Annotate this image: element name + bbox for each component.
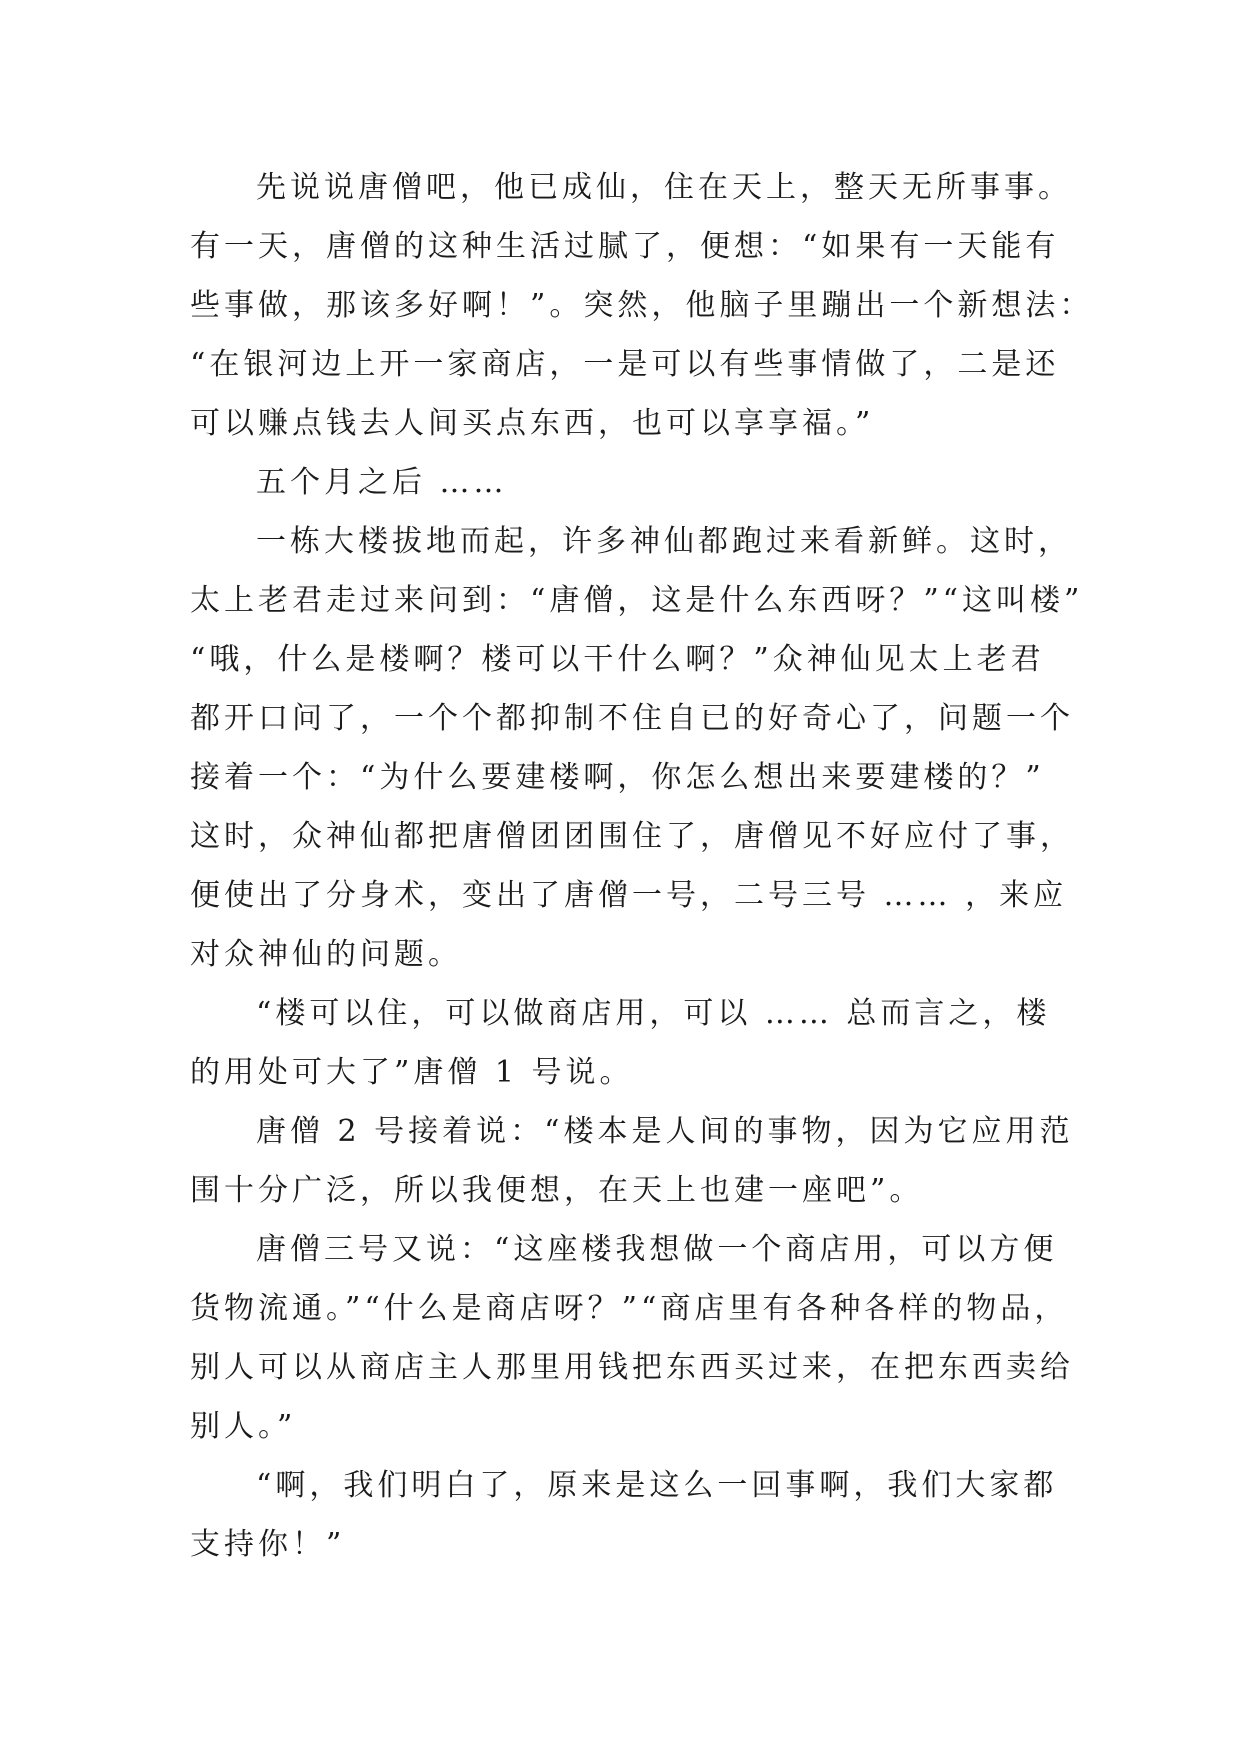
text-line: 货物流通。”“什么是商店呀？”“商店里有各种各样的物品， [190,1291,1069,1326]
text-line: “楼可以住，可以做商店用，可以 …… 总而言之，楼 [256,996,1051,1031]
story-text [190,158,1094,1574]
text-line: 唐僧 2 号接着说：“楼本是人间的事物，因为它应用范 [256,1114,1074,1149]
text-line: 的用处可大了”唐僧 1 号说。 [190,1055,634,1090]
text-line: 别人可以从商店主人那里用钱把东西买过来，在把东西卖给 [190,1350,1074,1385]
text-line: 些事做，那该多好啊！”。突然，他脑子里蹦出一个新想法： [190,288,1094,323]
text-line: 对众神仙的问题。 [190,937,462,972]
text-line: 太上老君走过来问到：“唐僧，这是什么东西呀？”“这叫楼” [190,583,1084,618]
text-line: 有一天，唐僧的这种生活过腻了，便想：“如果有一天能有 [190,229,1060,264]
text-line: 先说说唐僧吧，他已成仙，住在天上，整天无所事事。 [256,170,1072,205]
text-line: 可以赚点钱去人间买点东西，也可以享享福。” [190,406,875,441]
text-line: 便使出了分身术，变出了唐僧一号，二号三号 …… ，来应 [190,878,1068,913]
text-line: “啊，我们明白了，原来是这么一回事啊，我们大家都 [256,1468,1058,1503]
text-line: “哦，什么是楼啊？楼可以干什么啊？”众神仙见太上老君 [190,642,1045,677]
text-line: 接着一个：“为什么要建楼啊，你怎么想出来要建楼的？” [190,760,1045,795]
text-line: 唐僧三号又说：“这座楼我想做一个商店用，可以方便 [256,1232,1058,1267]
text-line: 支持你！” [190,1527,346,1562]
text-line: 别人。” [190,1409,297,1444]
text-line: 五个月之后 …… [256,465,508,500]
text-line: “在银河边上开一家商店，一是可以有些事情做了，二是还 [190,347,1060,382]
text-line: 都开口问了，一个个都抑制不住自已的好奇心了，问题一个 [190,701,1074,736]
text-line: 这时，众神仙都把唐僧团团围住了，唐僧见不好应付了事， [190,819,1074,854]
text-line: 一栋大楼拔地而起，许多神仙都跑过来看新鲜。这时， [256,524,1072,559]
text-line: 围十分广泛，所以我便想，在天上也建一座吧”。 [190,1173,924,1208]
